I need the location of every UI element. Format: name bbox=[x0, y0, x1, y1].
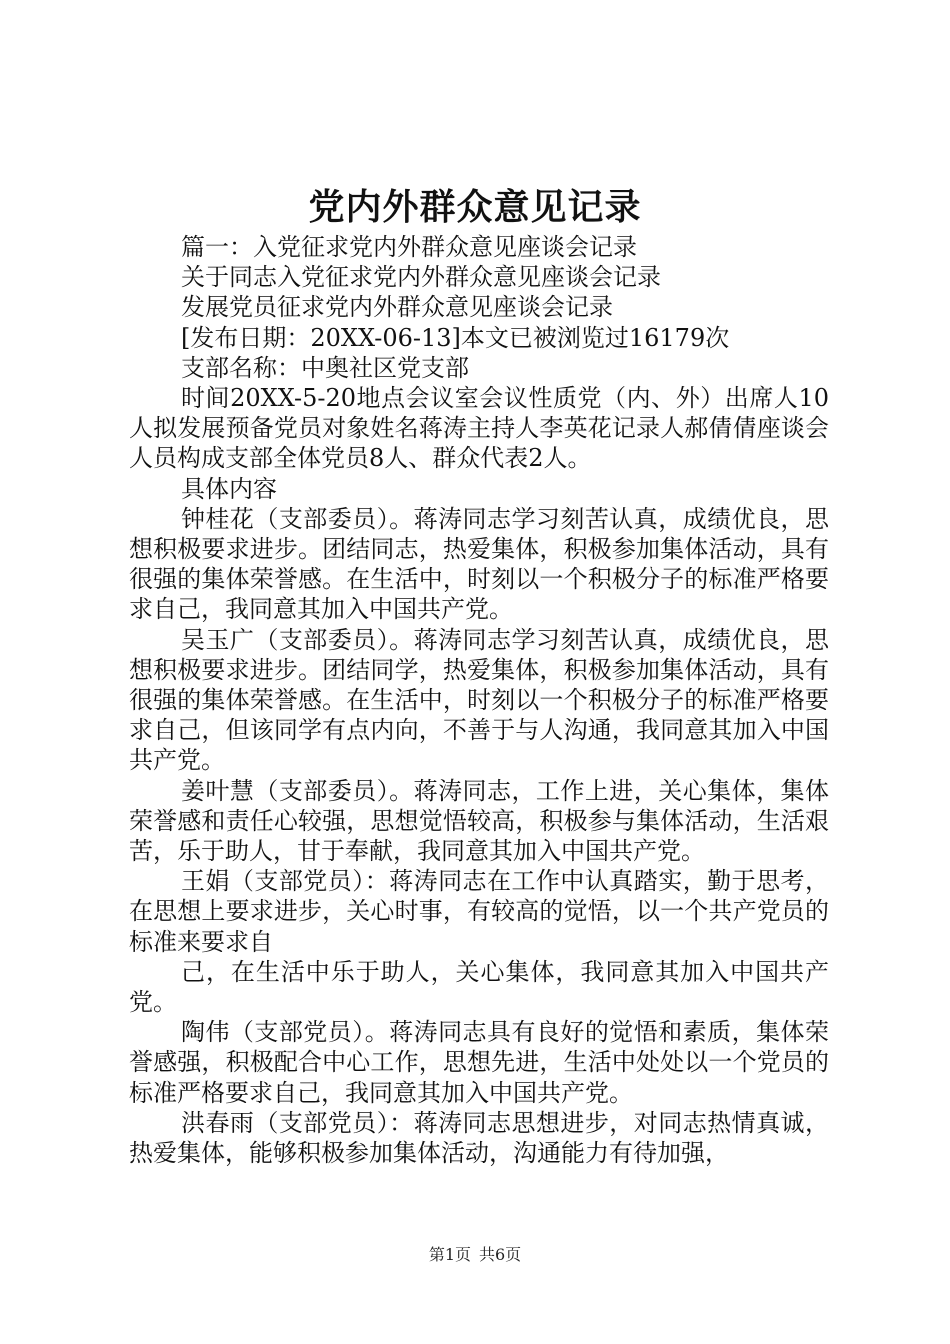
paragraph: 时间20XX-5-20地点会议室会议性质党（内、外）出席人10人拟发展预备党员对象姓名蒋涛主持人李英花记录人郝倩倩座谈会人员构成支部全体党员8人、群众代表2人。 bbox=[129, 384, 829, 473]
paragraph: 支部名称：中奥社区党支部 bbox=[181, 353, 469, 382]
paragraph: 具体内容 bbox=[181, 474, 277, 503]
paragraph: 钟桂花（支部委员）。蒋涛同志学习刻苦认真，成绩优良，思想积极要求进步。团结同志，热爱集体，积极参加集体活动，具有很强的集体荣誉感。在生活中，时刻以一个积极分子的标准严格要求自己，我同意其加入中国共产党。 bbox=[129, 504, 829, 624]
paragraph: 发展党员征求党内外群众意见座谈会记录 bbox=[181, 293, 613, 322]
paragraph: 洪春雨（支部党员）：蒋涛同志思想进步，对同志热情真诚，热爱集体，能够积极参加集体活动，沟通能力有待加强， bbox=[129, 1108, 829, 1168]
paragraph: 王娟（支部党员）：蒋涛同志在工作中认真踏实，勤于思考，在思想上要求进步，关心时事，有较高的觉悟，以一个共产党员的标准来要求自 bbox=[129, 867, 829, 956]
page-total: 共6页 bbox=[479, 1245, 522, 1264]
paragraph: 关于同志入党征求党内外群众意见座谈会记录 bbox=[181, 263, 661, 292]
paragraph: [发布日期：20XX-06-13]本文已被浏览过16179次 bbox=[181, 323, 730, 352]
paragraph: 姜叶慧（支部委员）。蒋涛同志，工作上进，关心集体，集体荣誉感和责任心较强，思想觉悟较高，积极参与集体活动，生活艰苦，乐于助人，甘于奉献，我同意其加入中国共产党。 bbox=[129, 776, 829, 866]
page-number: 第1页 bbox=[428, 1245, 471, 1264]
paragraph: 己，在生活中乐于助人，关心集体，我同意其加入中国共产党。 bbox=[129, 957, 829, 1017]
paragraph: 陶伟（支部党员）。蒋涛同志具有良好的觉悟和素质，集体荣誉感强，积极配合中心工作，思想先进，生活中处处以一个党员的标准严格要求自己，我同意其加入中国共产党。 bbox=[129, 1018, 829, 1107]
page-footer bbox=[0, 1244, 950, 1266]
document-body bbox=[129, 232, 829, 1168]
document-title: 党内外群众意见记录 bbox=[308, 186, 642, 228]
paragraph: 吴玉广（支部委员）。蒋涛同志学习刻苦认真，成绩优良，思想积极要求进步。团结同学，热爱集体，积极参加集体活动，具有很强的集体荣誉感。在生活中，时刻以一个积极分子的标准严格要求自己，但该同学有点内向，不善于与人沟通，我同意其加入中国共产党。 bbox=[129, 625, 829, 775]
paragraph: 篇一：入党征求党内外群众意见座谈会记录 bbox=[181, 233, 637, 261]
